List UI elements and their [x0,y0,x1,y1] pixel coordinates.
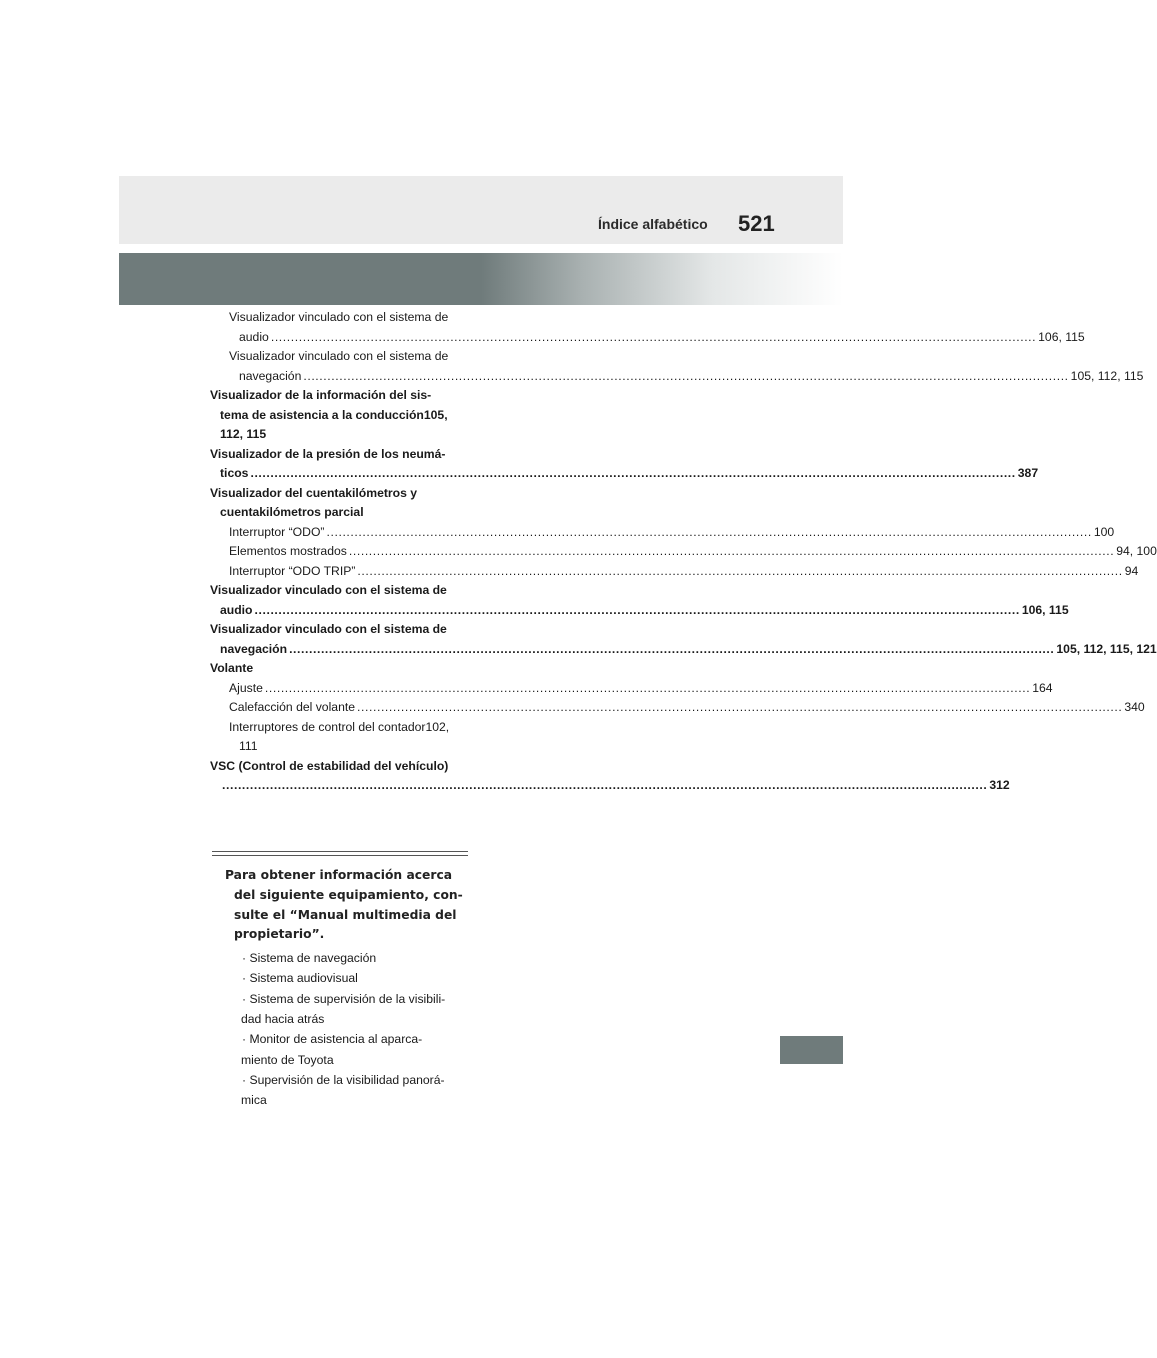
index-entry [210,484,464,523]
index-page-ref: 106, 115 [1038,329,1085,344]
section-tab [780,1036,843,1064]
index-term-line: 112, 115 [220,427,267,441]
index-list [210,308,1157,796]
index-term-line: Calefacción del volante [229,700,356,714]
index-subentry [210,523,1115,543]
index-term-line: VSC (Control de estabilidad del vehículo) [210,758,449,773]
note-box [212,866,468,1111]
index-term-line: ticos [220,466,249,480]
dot-leader [289,642,1054,656]
dot-leader [265,681,1030,695]
index-term-line: Elementos mostrados [229,544,347,558]
index-entry [210,659,464,679]
index-term-line: Visualizador vinculado con el sistema de [210,583,447,597]
dot-leader [327,525,1092,539]
index-entry [210,757,1010,796]
dot-leader [349,544,1114,558]
page-number: 521 [738,211,775,236]
index-term-line: Interruptor “ODO TRIP” [229,563,356,578]
index-entry [210,620,1157,659]
index-page-ref: 387 [1017,466,1039,480]
index-term-line: navegación [239,368,302,383]
index-page-ref: 340 [1124,700,1145,714]
index-term-line: navegación [220,641,288,656]
note-list-item [242,968,468,988]
note-list-line: · Sistema de navegación [242,951,377,966]
index-page-ref: 94 [1124,563,1139,578]
note-title-line: sulte el “Manual multimedia del [234,907,457,922]
index-subentry [210,347,1144,386]
index-page-ref: 164 [1032,680,1053,695]
index-subentry [210,562,1139,582]
index-page-ref: 100 [1093,524,1115,539]
index-entry [210,445,1039,484]
index-page-ref: 312 [989,778,1010,792]
dot-leader [250,466,1015,480]
note-list-line: miento de Toyota [241,1052,334,1067]
index-term-line: Interruptores de control del contador102, [229,719,450,734]
section-title: Índice alfabético [598,216,708,232]
dot-leader [255,603,1020,617]
index-term-line: Visualizador de la información del sis- [210,388,432,402]
note-title-line: Para obtener información acerca [225,868,453,882]
index-subentry [210,679,1053,699]
index-term-line: Visualizador vinculado con el sistema de [210,622,447,636]
note-list-item [242,1070,468,1111]
note-list-line: · Sistema audiovisual [242,971,358,986]
dot-leader [303,369,1068,383]
index-page-ref: 106, 115 [1021,602,1069,617]
note-list [212,948,468,1110]
index-term-line: Visualizador vinculado con el sistema de [229,349,449,363]
index-term-line: Visualizador del cuentakilómetros y [210,485,418,500]
index-term-line: audio [239,329,269,344]
note-list-item [242,1029,468,1070]
note-title [212,866,468,945]
index-term-line: audio [220,602,253,617]
index-subentry [210,308,1085,347]
index-subentry [210,542,1157,562]
dot-leader [357,700,1122,714]
index-entry [210,581,1069,620]
header-gradient-bar [119,253,843,305]
index-page-ref: 105, 112, 115 [1070,368,1144,383]
dot-leader [222,778,987,792]
note-list-item [242,989,468,1030]
index-entry [210,386,464,445]
index-subentry [210,718,464,757]
index-page-ref: 94, 100 [1116,544,1157,558]
dot-leader [271,330,1036,344]
index-term-line: Ajuste [229,680,263,695]
header-band [119,176,843,244]
note-list-line: · Sistema de supervisión de la visibili- [242,991,446,1006]
note-list-line: dad hacia atrás [241,1012,325,1027]
note-list-line: · Monitor de asistencia al aparca- [242,1032,423,1047]
index-term-line: Interruptor “ODO” [229,524,325,539]
index-term-line: Volante [210,661,254,675]
index-subentry [210,698,1145,718]
index-page-ref: 105, 112, 115, 121 [1056,641,1157,656]
index-term-line: Visualizador vinculado con el sistema de [229,310,449,324]
index-term-line: tema de asistencia a la conducción105, [220,407,448,422]
note-divider [212,851,468,856]
note-title-line: del siguiente equipamiento, con- [234,887,463,902]
index-term-line: 111 [239,739,258,753]
note-list-line: · Supervisión de la visibilidad panorá- [242,1072,445,1087]
note-list-item [242,948,468,968]
note-list-line: mica [241,1093,267,1108]
dot-leader [357,564,1122,578]
index-term-line: cuentakilómetros parcial [220,505,364,519]
note-title-line: propietario”. [234,927,325,942]
index-term-line: Visualizador de la presión de los neumá- [210,446,446,461]
